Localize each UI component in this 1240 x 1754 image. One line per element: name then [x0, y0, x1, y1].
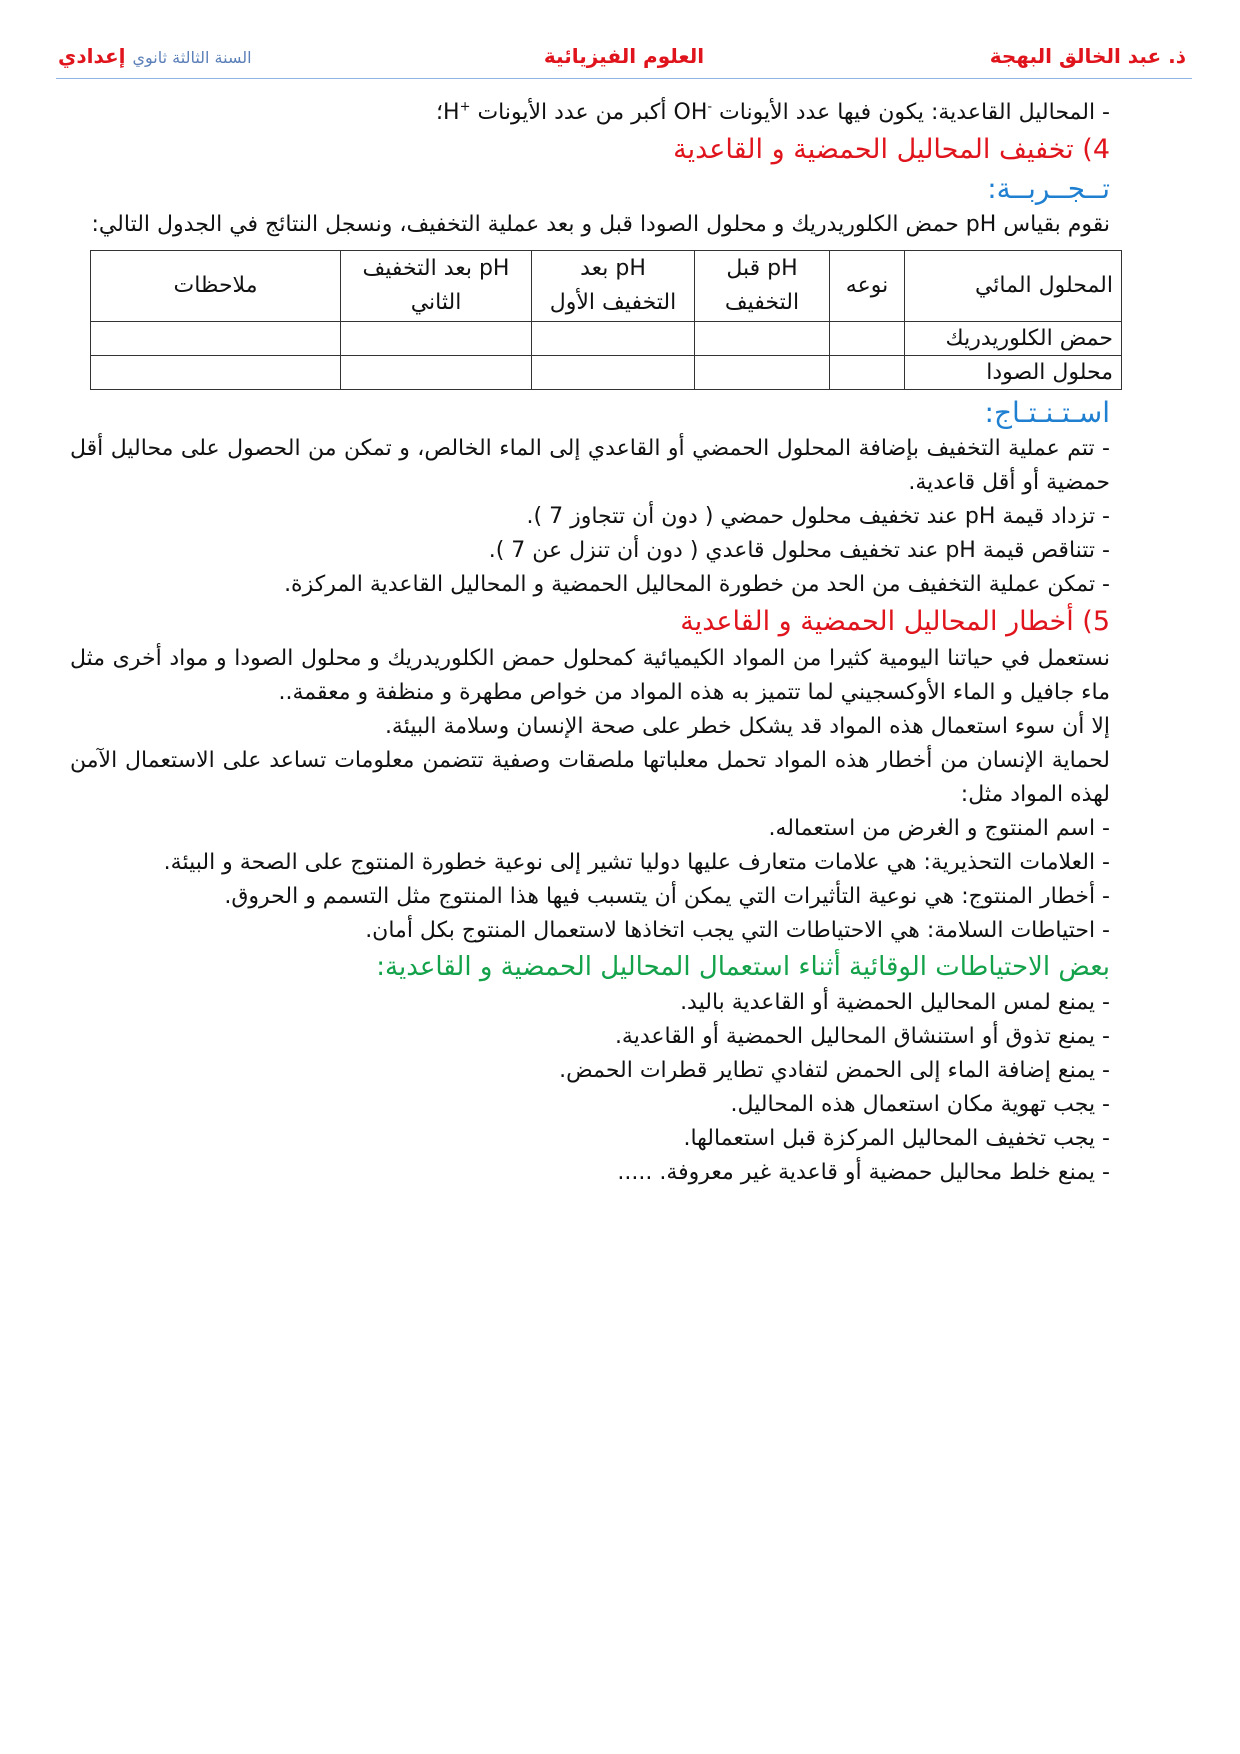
table-cell [695, 322, 830, 356]
grade-level [58, 44, 252, 68]
hydroxide-symbol: OH [673, 100, 708, 125]
author-name: ذ. عبد الخالق البهجة [989, 44, 1186, 68]
table-cell [532, 356, 695, 390]
conclusion-item: - تتم عملية التخفيف بإضافة المحلول الحمضي أو القاعدي إلى الماء الخالص، و تمكن من الحصول على محاليل أقل حمضية أو أقل قاعدية. [70, 436, 1110, 495]
col-header-type: نوعه [830, 251, 905, 322]
precaution-item: - يمنع إضافة الماء إلى الحمض لتفادي تطاير قطرات الحمض. [559, 1058, 1110, 1083]
document-body [70, 96, 1113, 1190]
conclusion-item: - تزداد قيمة pH عند تخفيف محلول حمضي ( دون أن تتجاوز 7 ). [526, 504, 1110, 529]
table-cell [532, 322, 695, 356]
hydroxide-charge: - [707, 99, 713, 115]
table-cell [695, 356, 830, 390]
section-4-title: 4) تخفيف المحاليل الحمضية و القاعدية [673, 134, 1110, 165]
ph-dilution-table [90, 250, 1122, 390]
paragraph: نستعمل في حياتنا اليومية كثيرا من المواد الكيميائية كمحلول حمض الكلوريدريك و محلول الصودا و مواد أخرى مثل ماء جافيل و الماء الأوكسجيني لما تتميز به هذه المواد من خواص مطهرة و منظفة و معقمة.. [70, 646, 1110, 705]
col-header-notes: ملاحظات [91, 251, 341, 322]
subject-title: العلوم الفيزيائية [543, 44, 705, 68]
precautions-title: بعض الاحتياطات الوقائية أثناء استعمال المحاليل الحمضية و القاعدية: [376, 952, 1110, 982]
col-header-solution: المحلول المائي [905, 251, 1122, 322]
label-info-item: - اسم المنتوج و الغرض من استعماله. [768, 816, 1110, 841]
experiment-text: نقوم بقياس pH حمض الكلوريدريك و محلول الصودا قبل و بعد عملية التخفيف، ونسجل النتائج في الجدول التالي: [91, 212, 1110, 237]
section-5-title: 5) أخطار المحاليل الحمضية و القاعدية [680, 606, 1110, 637]
label-info-item: - أخطار المنتوج: هي نوعية التأثيرات التي يمكن أن يتسبب فيها هذا المنتوج مثل التسمم و الحروق. [224, 884, 1110, 909]
table-header-row [91, 251, 1122, 322]
label-info-item: - العلامات التحذيرية: هي علامات متعارف عليها دوليا تشير إلى نوعية خطورة المنتوج على الصحة و البيئة. [163, 850, 1110, 875]
paragraph: إلا أن سوء استعمال هذه المواد قد يشكل خطر على صحة الإنسان وسلامة البيئة. [384, 714, 1110, 739]
precaution-item: - يمنع خلط محاليل حمضية أو قاعدية غير معروفة. ..... [617, 1160, 1110, 1185]
intro-text-middle: أكبر من عدد الأيونات [470, 100, 674, 125]
precaution-item: - يجب تهوية مكان استعمال هذه المحاليل. [730, 1092, 1110, 1117]
paragraph: لحماية الإنسان من أخطار هذه المواد تحمل معلباتها ملصقات وصفية تتضمن معلومات تساعد على الاستعمال الآمن لهذه المواد مثل: [70, 748, 1110, 807]
table-cell: حمض الكلوريدريك [905, 322, 1122, 356]
col-header-ph-before: pH قبل التخفيف [695, 251, 830, 322]
hydrogen-symbol: H [443, 100, 460, 125]
table-cell [830, 356, 905, 390]
intro-text-end: ؛ [436, 100, 444, 125]
conclusion-heading: اسـتـنـتـاج: [984, 396, 1110, 429]
table-cell [341, 322, 532, 356]
precaution-item: - يمنع لمس المحاليل الحمضية أو القاعدية باليد. [680, 990, 1110, 1015]
hydrogen-ion [443, 100, 470, 125]
col-header-ph-after-second: pH بعد التخفيف الثاني [341, 251, 532, 322]
conclusion-item: - تتناقص قيمة pH عند تخفيف محلول قاعدي ( دون أن تنزل عن 7 ). [488, 538, 1110, 563]
precaution-item: - يمنع تذوق أو استنشاق المحاليل الحمضية أو القاعدية. [614, 1024, 1110, 1049]
table-row [91, 356, 1122, 390]
experiment-heading: تــجــربــة: [987, 172, 1110, 205]
table-cell [91, 322, 341, 356]
hydrogen-charge: + [459, 99, 471, 115]
label-info-item: - احتياطات السلامة: هي الاحتياطات التي يجب اتخاذها لاستعمال المنتوج بكل أمان. [365, 918, 1110, 943]
page-header [56, 40, 1192, 79]
school-year: السنة الثالثة ثانوي [132, 48, 252, 67]
hydroxide-ion [674, 100, 713, 125]
basic-solutions-definition [70, 96, 1110, 130]
cycle-label: إعدادي [58, 44, 126, 68]
conclusion-item: - تمكن عملية التخفيف من الحد من خطورة المحاليل الحمضية و المحاليل القاعدية المركزة. [284, 572, 1110, 597]
col-header-ph-after-first: pH بعد التخفيف الأول [532, 251, 695, 322]
table-cell: محلول الصودا [905, 356, 1122, 390]
intro-text-start: - المحاليل القاعدية: يكون فيها عدد الأيونات [712, 100, 1110, 125]
table-cell [341, 356, 532, 390]
table-cell [830, 322, 905, 356]
table-cell [91, 356, 341, 390]
precaution-item: - يجب تخفيف المحاليل المركزة قبل استعمالها. [683, 1126, 1110, 1151]
table-row [91, 322, 1122, 356]
